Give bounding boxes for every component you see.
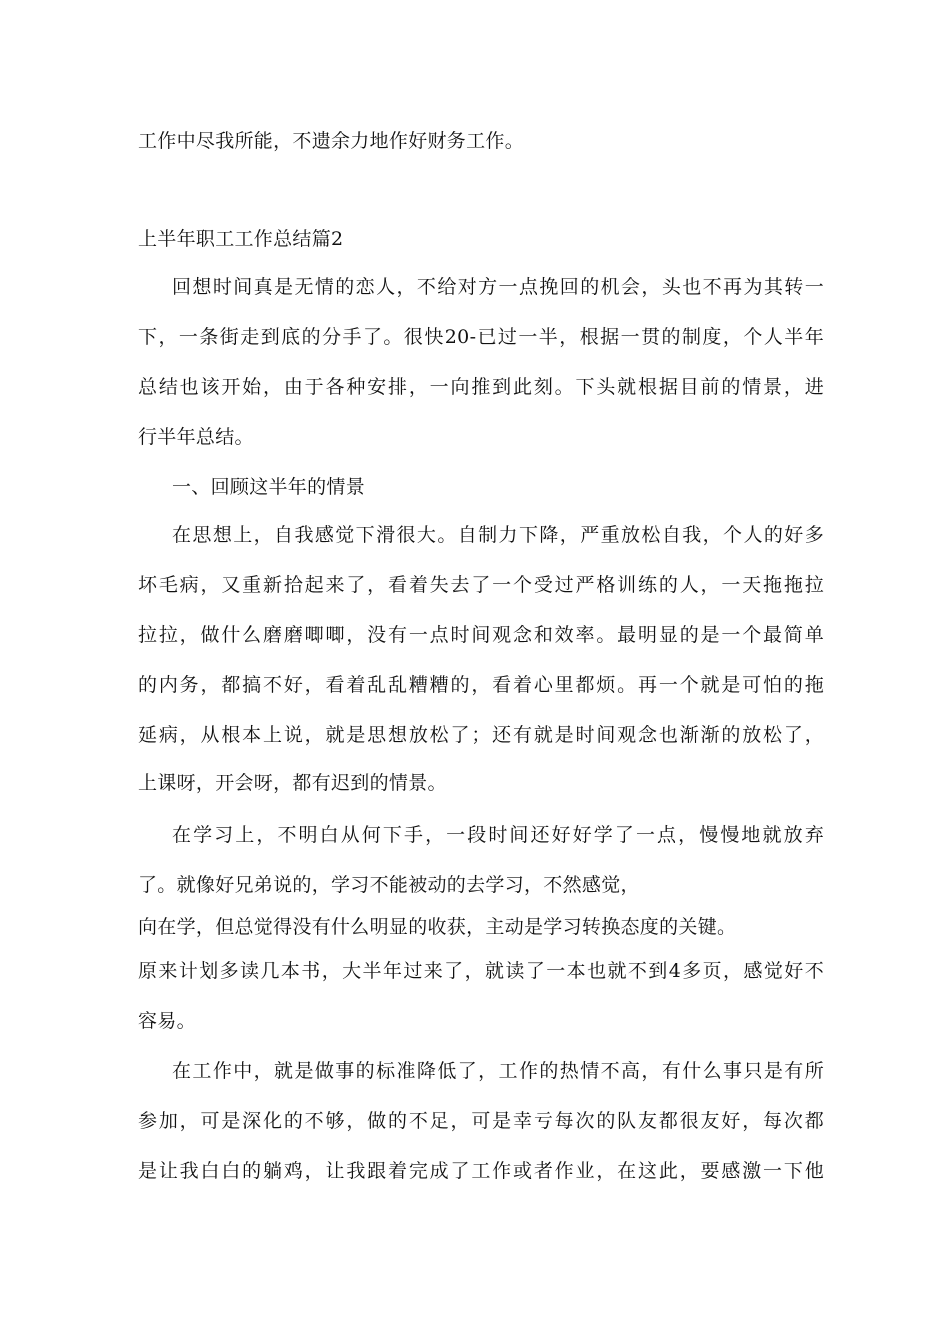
section-heading: 上半年职工工作总结篇2: [138, 228, 344, 250]
paragraph-line: 是让我白白的躺鸡，让我跟着完成了工作或者作业，在这此，要感激一下他: [138, 1160, 824, 1182]
paragraph-line: 坏毛病，又重新拾起来了，看着失去了一个受过严格训练的人，一天拖拖拉: [138, 574, 824, 596]
paragraph-line: 拉拉，做什么磨磨唧唧，没有一点时间观念和效率。最明显的是一个最简单: [138, 624, 824, 646]
paragraph-line: 了。就像好兄弟说的，学习不能被动的去学习，不然感觉，: [138, 874, 640, 896]
paragraph-line: 总结也该开始，由于各种安排，一向推到此刻。下头就根据目前的情景，进: [138, 376, 824, 398]
paragraph-line: 延病，从根本上说，就是思想放松了；还有就是时间观念也渐渐的放松了，: [138, 724, 824, 746]
paragraph-line: 在思想上，自我感觉下滑很大。自制力下降，严重放松自我，个人的好多: [172, 524, 824, 546]
paragraph-line: 下，一条街走到底的分手了。很快20-已过一半，根据一贯的制度，个人半年: [138, 326, 824, 348]
paragraph-line: 在学习上，不明白从何下手，一段时间还好好学了一点，慢慢地就放弃: [172, 824, 824, 846]
paragraph-line: 行半年总结。: [138, 426, 254, 448]
subsection-heading: 一、回顾这半年的情景: [172, 476, 366, 498]
paragraph-line: 上课呀，开会呀，都有迟到的情景。: [138, 772, 447, 794]
paragraph-line: 回想时间真是无情的恋人，不给对方一点挽回的机会，头也不再为其转一: [172, 276, 824, 298]
paragraph-line: 在工作中，就是做事的标准降低了，工作的热情不高，有什么事只是有所: [172, 1060, 824, 1082]
paragraph-line: 向在学，但总觉得没有什么明显的收获，主动是学习转换态度的关键。: [138, 916, 737, 938]
paragraph-line: 的内务，都搞不好，看着乱乱糟糟的，看着心里都烦。再一个就是可怕的拖: [138, 674, 824, 696]
paragraph-line: 原来计划多读几本书，大半年过来了，就读了一本也就不到4多页，感觉好不: [138, 960, 824, 982]
paragraph-line: 容易。: [138, 1010, 196, 1032]
paragraph-line: 参加，可是深化的不够，做的不足，可是幸亏每次的队友都很友好，每次都: [138, 1110, 824, 1132]
text-line: 工作中尽我所能，不遗余力地作好财务工作。: [138, 130, 525, 152]
